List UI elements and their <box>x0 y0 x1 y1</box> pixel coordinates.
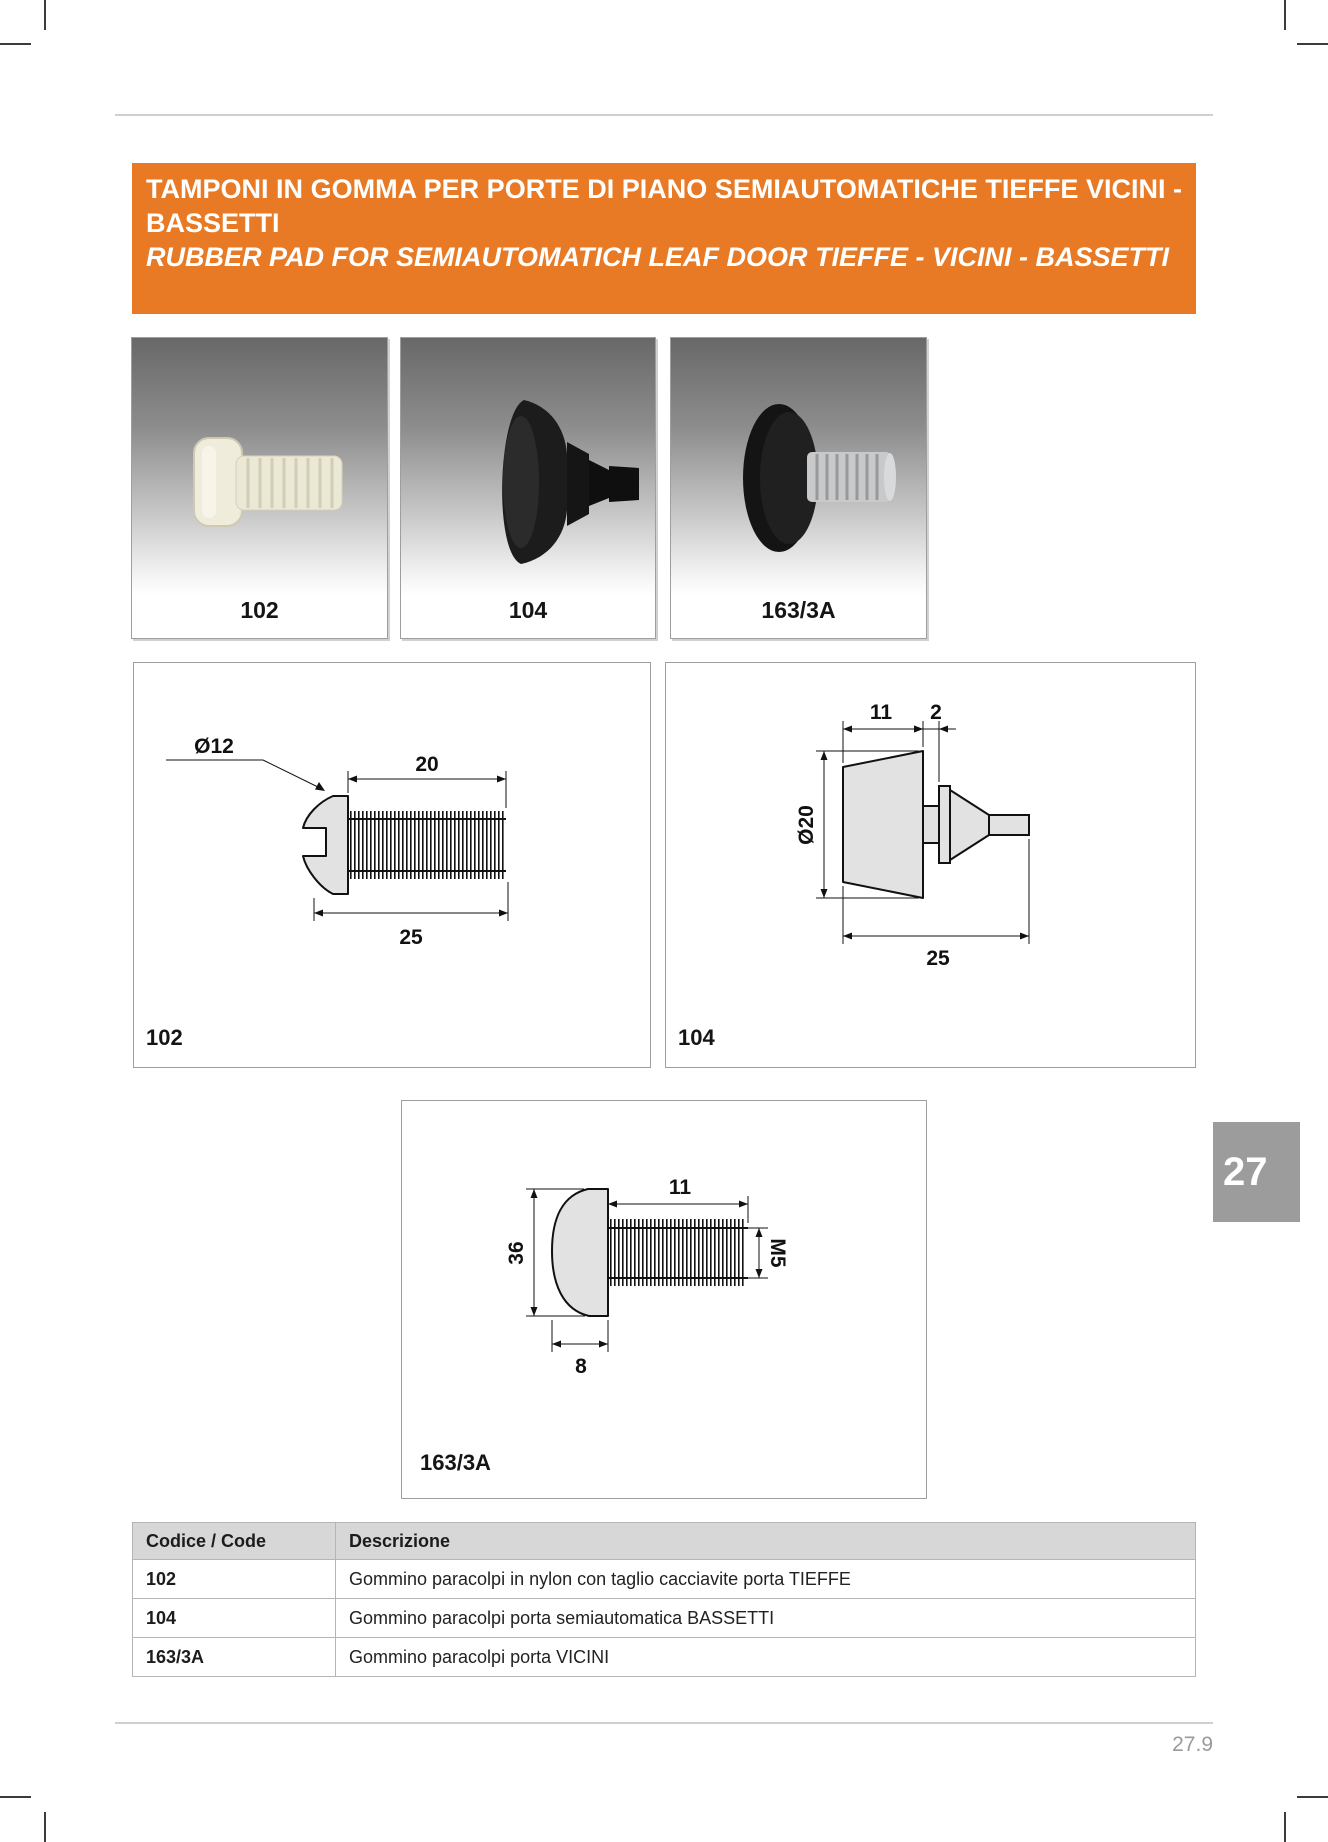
dim-102-total-length: 25 <box>399 926 423 949</box>
dim-102-thread-length: 20 <box>415 753 439 776</box>
crop-mark-top-left-h <box>0 43 31 45</box>
product-photo-163-3A <box>670 337 927 639</box>
cell-description: Gommino paracolpi in nylon con taglio cacciavite porta TIEFFE <box>336 1560 1196 1599</box>
banner-title-english: RUBBER PAD FOR SEMIAUTOMATICH LEAF DOOR TIEFFE - VICINI - BASSETTI <box>146 242 1169 272</box>
drawing-102 <box>134 663 650 1067</box>
section-banner <box>132 163 1196 314</box>
crop-mark-bottom-right-h <box>1297 1796 1328 1798</box>
crop-mark-bottom-left-h <box>0 1796 31 1798</box>
crop-mark-top-right-v <box>1284 0 1286 30</box>
drawing-label: 104 <box>678 1025 715 1050</box>
drawing-label: 163/3A <box>420 1450 491 1475</box>
crop-mark-top-left-v <box>44 0 46 30</box>
photo-104-image <box>401 338 655 596</box>
parts-table <box>132 1522 1196 1677</box>
dim-163-height: 36 <box>505 1241 528 1265</box>
dim-104-total-length: 25 <box>926 947 950 970</box>
header-rule <box>115 114 1213 116</box>
column-header-description: Descrizione <box>336 1523 1196 1560</box>
product-photo-104 <box>400 337 656 639</box>
crop-mark-bottom-left-v <box>44 1812 46 1842</box>
dim-163-thickness: 8 <box>575 1355 587 1378</box>
dim-163-thread-size: M5 <box>766 1238 789 1268</box>
dim-104-diameter: Ø20 <box>795 805 818 845</box>
dim-102-diameter: Ø12 <box>194 735 234 758</box>
banner-title-italian: TAMPONI IN GOMMA PER PORTE DI PIANO SEMIAUTOMATICHE TIEFFE VICINI - BASSETTI <box>146 174 1182 238</box>
chapter-tab: 27 <box>1213 1122 1300 1222</box>
drawing-label: 102 <box>146 1025 183 1050</box>
cell-description: Gommino paracolpi porta VICINI <box>336 1638 1196 1677</box>
photo-102-image <box>132 338 387 596</box>
drawing-box-102 <box>133 662 651 1068</box>
cell-code: 163/3A <box>133 1638 336 1677</box>
product-photo-102 <box>131 337 388 639</box>
drawing-163-3A <box>402 1101 926 1498</box>
table-row <box>133 1638 1196 1677</box>
footer-rule <box>115 1722 1213 1724</box>
crop-mark-bottom-right-v <box>1284 1812 1286 1842</box>
photo-label: 104 <box>508 597 548 623</box>
cell-code: 104 <box>133 1599 336 1638</box>
table-row <box>133 1599 1196 1638</box>
table-row <box>133 1560 1196 1599</box>
drawing-box-163-3A <box>401 1100 927 1499</box>
page-number: 27.9 <box>1172 1733 1213 1756</box>
photo-163-3A-image <box>671 338 926 596</box>
drawing-box-104 <box>665 662 1196 1068</box>
crop-mark-top-right-h <box>1297 43 1328 45</box>
dim-104-body-length: 11 <box>869 701 893 724</box>
cell-code: 102 <box>133 1560 336 1599</box>
drawing-104 <box>666 663 1195 1067</box>
photo-label: 163/3A <box>761 597 836 623</box>
dim-163-thread-length: 11 <box>668 1176 692 1199</box>
table-header-row <box>133 1523 1196 1560</box>
cell-description: Gommino paracolpi porta semiautomatica BASSETTI <box>336 1599 1196 1638</box>
dim-104-gap: 2 <box>930 701 942 724</box>
photo-label: 102 <box>240 597 279 623</box>
column-header-code: Codice / Code <box>133 1523 336 1560</box>
